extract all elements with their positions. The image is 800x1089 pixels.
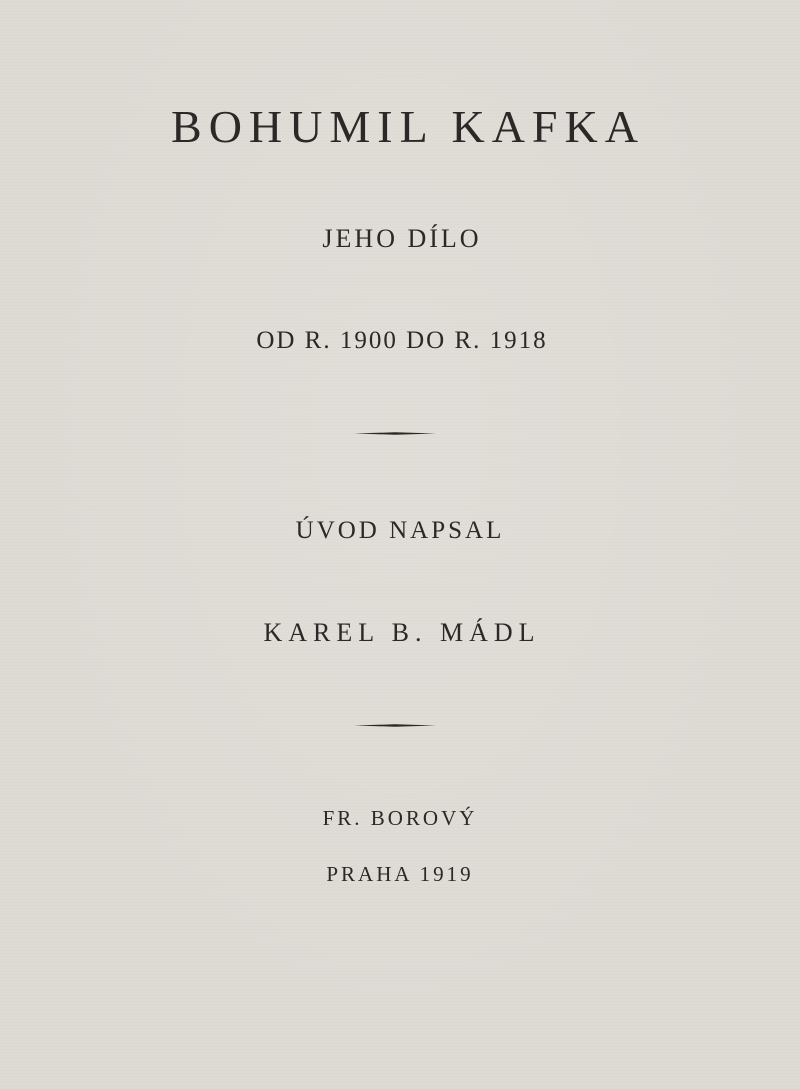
publication-place-year: PRAHA 1919 [326,862,474,886]
date-range: OD R. 1900 DO R. 1918 [256,327,548,354]
introduction-credit: ÚVOD NAPSAL [295,517,505,544]
ornamental-rule-top [354,432,436,435]
publisher-name: FR. BOROVÝ [322,806,478,830]
introduction-author: KAREL B. MÁDL [263,618,541,647]
ornamental-rule-bottom [354,724,436,727]
book-subtitle: JEHO DÍLO [322,224,482,253]
book-author-title: BOHUMIL KAFKA [171,101,645,152]
